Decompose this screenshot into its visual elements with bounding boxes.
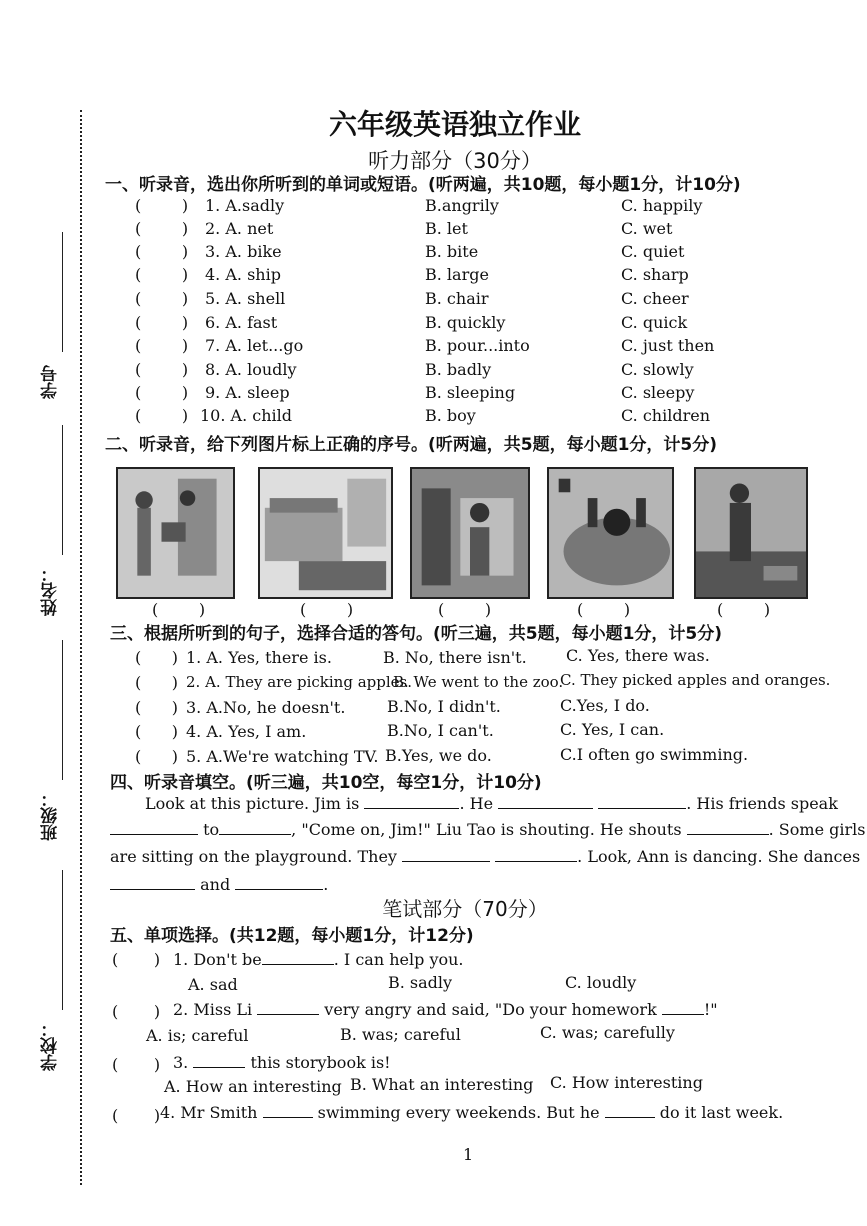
option-a: 4. A. ship	[205, 265, 281, 284]
question-stem: 2. Miss Li very angry and said, "Do your homework !"	[173, 1000, 718, 1019]
option-c: C. sleepy	[621, 383, 695, 402]
option-b: B. boy	[425, 406, 476, 425]
option-c: C. They picked apples and oranges.	[560, 671, 831, 689]
passage-text: . He	[459, 794, 494, 813]
option-c: C. How interesting	[550, 1073, 703, 1092]
option-c: C. sharp	[621, 265, 689, 284]
passage-text: . Some girls	[768, 820, 866, 839]
answer-bracket[interactable]: ( )	[135, 722, 178, 741]
option-a: A. is; careful	[146, 1026, 249, 1045]
option-a: 1. A. Yes, there is.	[186, 648, 332, 667]
passage-text: Look at this picture. Jim is	[145, 794, 360, 813]
listening-heading: 听力部分（30分）	[368, 149, 542, 173]
class-label: 班级：	[41, 790, 61, 841]
option-c: C. Yes, there was.	[566, 646, 710, 665]
answer-bracket[interactable]: ( )	[135, 673, 178, 692]
picture-1-answer[interactable]: ( )	[152, 600, 206, 619]
option-a: 5. A.We're watching TV.	[186, 747, 379, 766]
passage-text: . His friends speak	[686, 794, 838, 813]
fill-blank-3[interactable]	[598, 794, 686, 809]
answer-bracket[interactable]: ( )	[135, 313, 189, 332]
option-a: 8. A. loudly	[205, 360, 297, 379]
section4-heading: 四、听录音填空。(听三遍，共10空，每空1分，计10分)	[110, 773, 542, 793]
passage-line-4	[110, 875, 328, 894]
option-c: C. quiet	[621, 242, 685, 261]
option-c: C. was; carefully	[540, 1023, 675, 1042]
fill-blank[interactable]	[193, 1053, 245, 1068]
student-number-field[interactable]	[62, 232, 63, 352]
answer-bracket[interactable]: ( )	[112, 950, 161, 969]
option-a: 3. A. bike	[205, 242, 282, 261]
fill-blank-6[interactable]	[687, 820, 769, 835]
option-c: C. slowly	[621, 360, 694, 379]
answer-bracket[interactable]: ( )	[135, 219, 189, 238]
question-stem: 3. this storybook is!	[173, 1053, 391, 1072]
option-b: B. bite	[425, 242, 479, 261]
option-b: B. chair	[425, 289, 489, 308]
option-a: 2. A. net	[205, 219, 274, 238]
school-field[interactable]	[62, 870, 63, 1010]
option-a: A. How an interesting	[164, 1077, 342, 1096]
option-c: C. Yes, I can.	[560, 720, 665, 739]
option-a: A. sad	[188, 975, 238, 994]
answer-bracket[interactable]: ( )	[135, 648, 178, 667]
picture-1	[116, 467, 235, 599]
question-stem: 1. Don't be . I can help you.	[173, 950, 464, 969]
section5-heading: 五、单项选择。(共12题，每小题1分，计12分)	[110, 926, 474, 946]
school-label: 学校：	[41, 1020, 61, 1071]
option-c: C. cheer	[621, 289, 689, 308]
answer-bracket[interactable]: ( )	[135, 265, 189, 284]
answer-bracket[interactable]: ( )	[135, 698, 178, 717]
option-b: B. quickly	[425, 313, 506, 332]
option-b: B.angrily	[425, 196, 499, 215]
answer-bracket[interactable]: ( )	[112, 1106, 161, 1125]
picture-3-answer[interactable]: ( )	[438, 600, 492, 619]
option-a: 1. A.sadly	[205, 196, 285, 215]
passage-text: . Look, Ann is dancing. She dances	[577, 847, 861, 866]
picture-4-answer[interactable]: ( )	[577, 600, 631, 619]
answer-bracket[interactable]: ( )	[135, 242, 189, 261]
option-c: C. just then	[621, 336, 715, 355]
fill-blank-1[interactable]	[364, 794, 459, 809]
fill-blank[interactable]	[605, 1103, 655, 1118]
option-b: B.No, I can't.	[387, 721, 494, 740]
section2-heading: 二、听录音，给下列图片标上正确的序号。(听两遍，共5题，每小题1分，计5分)	[105, 435, 718, 455]
option-a: 3. A.No, he doesn't.	[186, 698, 346, 717]
fill-blank-7[interactable]	[402, 847, 490, 862]
passage-line-2	[110, 820, 865, 839]
student-number-label: 学号	[41, 365, 61, 399]
option-a: 5. A. shell	[205, 289, 286, 308]
fill-blank-5[interactable]	[219, 820, 291, 835]
passage-text: are sitting on the playground. They	[110, 847, 397, 866]
option-c: C. wet	[621, 219, 673, 238]
passage-line-1	[145, 794, 838, 813]
passage-line-3	[110, 847, 860, 866]
option-b: B. let	[425, 219, 468, 238]
section3-heading: 三、根据所听到的句子，选择合适的答句。(听三遍，共5题，每小题1分，计5分)	[110, 624, 723, 644]
option-c: C. loudly	[565, 973, 637, 992]
option-b: B.No, I didn't.	[387, 697, 501, 716]
answer-bracket[interactable]: ( )	[135, 196, 189, 215]
fill-blank[interactable]	[262, 950, 334, 965]
fill-blank-4[interactable]	[110, 820, 198, 835]
answer-bracket[interactable]: ( )	[112, 1002, 161, 1021]
option-a: 9. A. sleep	[205, 383, 290, 402]
option-a: 6. A. fast	[205, 313, 278, 332]
option-b: B. pour...into	[425, 336, 530, 355]
answer-bracket[interactable]: ( )	[135, 360, 189, 379]
option-b: B. What an interesting	[350, 1075, 534, 1094]
picture-5	[694, 467, 808, 599]
option-a: 2. A. They are picking apples.	[186, 673, 412, 691]
fill-blank-9[interactable]	[110, 875, 195, 890]
option-a: 10. A. child	[200, 406, 292, 425]
option-b: B. large	[425, 265, 489, 284]
passage-text: to	[203, 820, 220, 839]
option-b: B. sleeping	[425, 383, 516, 402]
question-stem: 4. Mr Smith swimming every weekends. But he do it last week.	[160, 1103, 784, 1122]
answer-bracket[interactable]: ( )	[135, 336, 189, 355]
fill-blank[interactable]	[257, 1000, 319, 1015]
answer-bracket[interactable]: ( )	[135, 289, 189, 308]
fill-blank[interactable]	[263, 1103, 313, 1118]
option-a: 7. A. let...go	[205, 336, 304, 355]
name-field[interactable]	[62, 425, 63, 555]
option-c: C.Yes, I do.	[560, 696, 650, 715]
option-c: C. happily	[621, 196, 703, 215]
option-c: C. quick	[621, 313, 688, 332]
picture-3	[410, 467, 530, 599]
fill-blank-8[interactable]	[495, 847, 577, 862]
passage-text: and	[200, 875, 231, 894]
picture-5-answer[interactable]: ( )	[717, 600, 771, 619]
option-b: B. badly	[425, 360, 492, 379]
option-c: C.I often go swimming.	[560, 745, 749, 764]
answer-bracket[interactable]: ( )	[135, 406, 189, 425]
fill-blank-2[interactable]	[498, 794, 593, 809]
name-label: 姓名：	[41, 565, 61, 616]
fill-blank-10[interactable]	[235, 875, 323, 890]
class-field[interactable]	[62, 640, 63, 780]
picture-2-answer[interactable]: ( )	[300, 600, 354, 619]
option-a: 4. A. Yes, I am.	[186, 722, 307, 741]
picture-2	[258, 467, 393, 599]
option-c: C. children	[621, 406, 711, 425]
passage-text: , "Come on, Jim!" Liu Tao is shouting. He shouts	[291, 820, 682, 839]
option-b: B. was; careful	[340, 1025, 461, 1044]
option-b: B. We went to the zoo.	[393, 673, 564, 691]
picture-4	[547, 467, 674, 599]
answer-bracket[interactable]: ( )	[135, 383, 189, 402]
answer-bracket[interactable]: ( )	[135, 747, 178, 766]
option-b: B.Yes, we do.	[385, 746, 492, 765]
passage-text: .	[323, 875, 329, 894]
writing-heading: 笔试部分（70分）	[382, 897, 548, 921]
answer-bracket[interactable]: ( )	[112, 1055, 161, 1074]
fill-blank[interactable]	[662, 1000, 704, 1015]
binding-dotted-line	[80, 110, 82, 1185]
page-number: 1	[463, 1145, 474, 1164]
page-title: 六年级英语独立作业	[328, 108, 581, 141]
option-b: B. sadly	[388, 973, 453, 992]
section1-heading: 一、听录音，选出你所听到的单词或短语。(听两遍，共10题，每小题1分，计10分)	[105, 175, 741, 195]
option-b: B. No, there isn't.	[383, 648, 527, 667]
